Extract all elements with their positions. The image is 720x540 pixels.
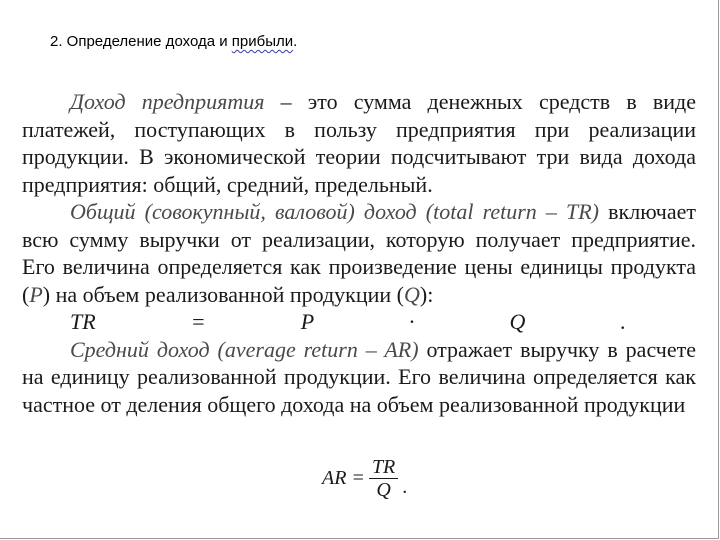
paragraph2-text3: ): (419, 281, 434, 307)
heading-spellcheck-word: прибыли (231, 33, 294, 50)
formula-ar-fraction (369, 456, 398, 501)
paragraph-average-return (22, 336, 696, 419)
formula-ar-lhs: AR = (322, 467, 365, 489)
paragraph2-text2: ) на объем реализованной продукции ( (42, 281, 405, 307)
paragraph3-text: отражает выручку в расчете на единицу реализованной продукции. Его величина определяется как частное от деления общего дохода на объем реализованной продукции (22, 336, 696, 417)
document-body (22, 88, 696, 418)
term-income: Доход предприятия (70, 89, 265, 114)
paragraph-total-return (22, 198, 696, 308)
term-average-return: Средний доход (average return – AR) (70, 336, 419, 362)
var-p: P (29, 281, 43, 307)
paragraph1-text: – это сумма денежных средств в виде платежей, поступающих в пользу предприятия при реализации продукции. В экономической теории подсчитывают три вида дохода предприятия: общий, средний, предельный. (22, 89, 696, 197)
var-q: Q (404, 281, 420, 307)
term-total-return: Общий (совокупный, валовой) доход (total return – TR) (70, 199, 600, 224)
heading-prefix: 2. Определение дохода и (50, 33, 232, 50)
heading-suffix: . (293, 33, 298, 50)
paragraph-income-definition (22, 88, 696, 198)
paragraph2-text1: включает всю сумму выручки от реализации, которую получает предприятие. Его величина определяется как произведение цены единицы продукта ( (22, 199, 696, 307)
formula-ar-denominator: Q (376, 479, 391, 501)
slide-heading (50, 33, 297, 50)
formula-total-return: TR = P · Q . (70, 309, 626, 334)
formula-ar-end: . (402, 476, 408, 498)
formula-ar-numerator: TR (369, 456, 398, 479)
formula-average-return (322, 456, 407, 501)
